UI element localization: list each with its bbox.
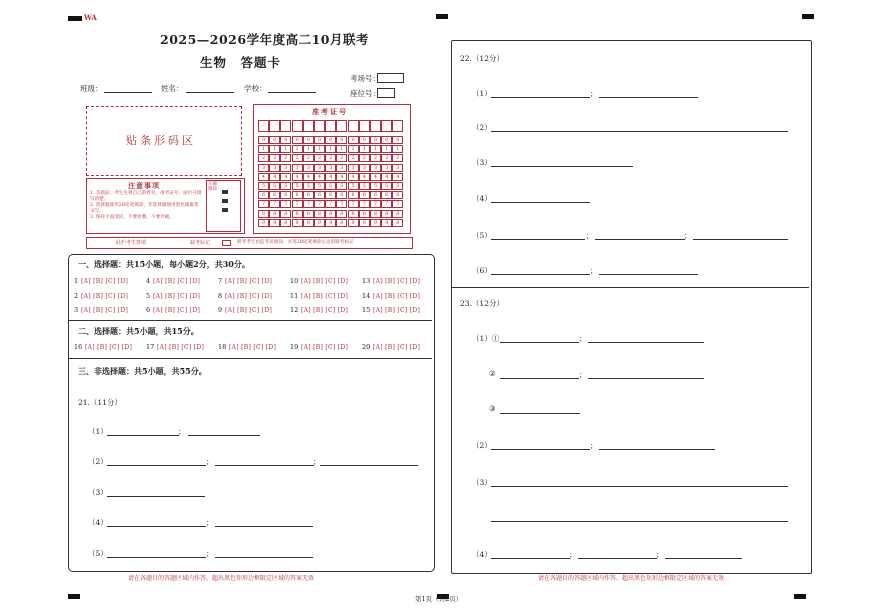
admission-digit-bubble[interactable]: 1 [370, 145, 381, 153]
q22-part5-blank-c[interactable] [693, 239, 788, 240]
q22-part4-blank[interactable] [491, 202, 590, 203]
admission-digit-bubble[interactable]: 6 [381, 191, 392, 199]
q23-part3-blank-a[interactable] [491, 486, 788, 487]
q22-part5-label: （5） [472, 231, 492, 240]
admission-digit-bubble[interactable]: 3 [325, 164, 336, 172]
admission-digit-bubble[interactable]: 9 [258, 219, 269, 227]
fill-example-label: 正确填涂 [208, 182, 217, 192]
admission-digit-bubble[interactable]: 8 [348, 210, 359, 218]
q22-part1-blank-b[interactable] [599, 97, 698, 98]
admission-digit-bubble[interactable]: 7 [314, 200, 325, 208]
notice-line-3: 3. 保持卡面清洁，不要折叠、不要弄破。 [90, 215, 174, 220]
admission-digit-bubble[interactable]: 2 [314, 154, 325, 162]
admission-digit-bubble[interactable]: 9 [381, 219, 392, 227]
choice-options[interactable]: [A] [B] [C] [D] [373, 343, 421, 351]
choice-options[interactable]: [A] [B] [C] [D] [153, 277, 201, 285]
admission-digit-bubble[interactable]: 7 [348, 200, 359, 208]
admission-digit-bubble[interactable]: 4 [314, 173, 325, 181]
admission-digit-bubble[interactable]: 6 [314, 191, 325, 199]
admission-input-cell[interactable] [280, 120, 291, 132]
name-label: 姓名： [161, 84, 184, 93]
admission-digit-grid [258, 120, 406, 230]
q21-part5-blank-a[interactable] [107, 557, 206, 558]
page-title: 2025—2026学年度高二10月联考 [160, 32, 369, 47]
q23-title: 23.（12分） [460, 299, 504, 308]
admission-digit-bubble[interactable]: 0 [258, 136, 269, 144]
corner-mark-br [794, 594, 806, 599]
right-answer-panel [451, 40, 812, 574]
forbidden-label: 此栏考生禁填 [116, 240, 147, 246]
exam-room-box[interactable] [377, 73, 404, 83]
admission-digit-bubble[interactable]: 4 [258, 173, 269, 181]
choice-options[interactable]: [A] [B] [C] [D] [373, 292, 421, 300]
admission-digit-bubble[interactable]: 9 [314, 219, 325, 227]
seat-box[interactable] [377, 88, 395, 98]
section3-title: 三、非选择题：共5小题，共55分。 [78, 366, 207, 376]
q23-part4-blank-a[interactable] [491, 558, 570, 559]
choice-options[interactable]: [A] [B] [C] [D] [301, 343, 349, 351]
class-label: 班级： [80, 84, 103, 93]
admission-digit-bubble[interactable]: 1 [348, 145, 359, 153]
choice-number: 7 [218, 277, 223, 285]
admission-digit-bubble[interactable]: 4 [348, 173, 359, 181]
choice-options[interactable]: [A] [B] [C] [D] [81, 306, 129, 314]
admission-digit-bubble[interactable]: 3 [292, 164, 303, 172]
admission-digit-bubble[interactable]: 9 [336, 219, 347, 227]
choice-options[interactable]: [A] [B] [C] [D] [373, 277, 421, 285]
admission-input-cell[interactable] [359, 120, 370, 132]
admission-digit-bubble[interactable]: 1 [359, 145, 370, 153]
q23-part3-blank-b[interactable] [491, 521, 788, 522]
choice-options[interactable]: [A] [B] [C] [D] [81, 277, 129, 285]
admission-digit-bubble[interactable]: 5 [370, 182, 381, 190]
q21-part3-blank[interactable] [107, 496, 205, 497]
divider-sec1 [69, 320, 432, 321]
choice-options[interactable]: [A] [B] [C] [D] [373, 306, 421, 314]
admission-digit-bubble[interactable]: 1 [303, 145, 314, 153]
q23-part1b-blank-a[interactable] [500, 378, 579, 379]
q21-part2-blank-c[interactable] [320, 465, 418, 466]
admission-input-cell[interactable] [303, 120, 314, 132]
admission-digit-bubble[interactable]: 3 [269, 164, 280, 172]
admission-digit-bubble[interactable]: 7 [392, 200, 403, 208]
choice-options[interactable]: [A] [B] [C] [D] [81, 292, 129, 300]
page-subtitle: 生物 答题卡 [200, 55, 282, 70]
notice-line-2: 2. 选择题使用2B铅笔填涂，非选择题使用黑色碳素笔书写。 [90, 203, 199, 214]
admission-digit-bubble[interactable]: 8 [292, 210, 303, 218]
choice-number: 17 [146, 343, 155, 351]
divider-sec2 [69, 358, 432, 359]
admission-digit-bubble[interactable]: 1 [381, 145, 392, 153]
fill-example-mark [222, 190, 228, 194]
admission-digit-bubble[interactable]: 7 [325, 200, 336, 208]
q23-part1b-semicolon: ； [579, 370, 587, 379]
admission-digit-bubble[interactable]: 2 [381, 154, 392, 162]
q22-part1-label: （1） [472, 89, 492, 98]
section1-title: 一、选择题：共15小题，每小题2分，共30分。 [78, 259, 250, 269]
choice-number: 12 [290, 306, 299, 314]
corner-mark-tc [436, 14, 448, 19]
q23-part2-blank-a[interactable] [491, 449, 590, 450]
admission-digit-bubble[interactable]: 5 [258, 182, 269, 190]
q21-part2-semicolon-1: ； [206, 457, 214, 466]
q21-part3-label: （3） [88, 488, 108, 497]
q21-part2-blank-a[interactable] [107, 465, 206, 466]
admission-digit-bubble[interactable]: 0 [392, 136, 403, 144]
admission-digit-bubble[interactable]: 8 [370, 210, 381, 218]
admission-digit-bubble[interactable]: 5 [348, 182, 359, 190]
choice-options[interactable]: [A] [B] [C] [D] [301, 306, 349, 314]
q21-part5-blank-b[interactable] [215, 557, 313, 558]
choice-options[interactable]: [A] [B] [C] [D] [225, 277, 273, 285]
q21-part4-blank-a[interactable] [107, 526, 206, 527]
barcode-label: 贴条形码区 [126, 134, 196, 147]
admission-digit-bubble[interactable]: 7 [359, 200, 370, 208]
q22-part5-semicolon-2: ； [684, 231, 692, 240]
admission-digit-bubble[interactable]: 5 [269, 182, 280, 190]
q21-part2-label: （2） [88, 457, 108, 466]
admission-input-cell[interactable] [381, 120, 392, 132]
admission-digit-bubble[interactable]: 3 [303, 164, 314, 172]
q22-part3-blank[interactable] [491, 166, 633, 167]
logo: WA [84, 13, 97, 22]
q23-part1b-label: ② [489, 369, 496, 378]
admission-digit-bubble[interactable]: 5 [314, 182, 325, 190]
admission-digit-bubble[interactable]: 8 [269, 210, 280, 218]
q21-title: 21.（11分） [78, 398, 122, 407]
admission-digit-bubble[interactable]: 8 [392, 210, 403, 218]
admission-digit-bubble[interactable]: 7 [280, 200, 291, 208]
school-label: 学校： [244, 84, 267, 93]
admission-digit-bubble[interactable]: 2 [303, 154, 314, 162]
q22-part4-label: （4） [472, 194, 492, 203]
admission-digit-bubble[interactable]: 4 [325, 173, 336, 181]
admission-digit-bubble[interactable]: 2 [359, 154, 370, 162]
admission-input-cell[interactable] [348, 120, 359, 132]
admission-digit-bubble[interactable]: 6 [336, 191, 347, 199]
choice-number: 2 [74, 292, 79, 300]
admission-digit-bubble[interactable]: 5 [292, 182, 303, 190]
school-field[interactable] [268, 92, 316, 93]
choice-number: 15 [362, 306, 371, 314]
q21-part2-semicolon-2: ； [313, 457, 321, 466]
q23-part2-blank-b[interactable] [599, 449, 715, 450]
choice-number: 6 [146, 306, 151, 314]
admission-digit-bubble[interactable]: 2 [269, 154, 280, 162]
right-footer-warning: 请在各题目的答题区域内作答，超出黑色矩形边框限定区域的答案无效 [538, 575, 725, 582]
admission-digit-bubble[interactable]: 9 [280, 219, 291, 227]
q22-part2-blank[interactable] [491, 131, 788, 132]
choice-options[interactable]: [A] [B] [C] [D] [229, 343, 277, 351]
admission-digit-bubble[interactable]: 4 [269, 173, 280, 181]
admission-digit-bubble[interactable]: 0 [280, 136, 291, 144]
choice-number: 3 [74, 306, 79, 314]
admission-digit-bubble[interactable]: 8 [359, 210, 370, 218]
admission-digit-bubble[interactable]: 4 [303, 173, 314, 181]
q23-part2-semicolon: ； [590, 441, 598, 450]
admission-digit-bubble[interactable]: 7 [303, 200, 314, 208]
admission-input-cell[interactable] [314, 120, 325, 132]
q22-title: 22.（12分） [460, 54, 504, 63]
choice-options[interactable]: [A] [B] [C] [D] [157, 343, 205, 351]
q23-part4-label: （4） [472, 550, 492, 559]
admission-digit-bubble[interactable]: 8 [381, 210, 392, 218]
admission-digit-bubble[interactable]: 6 [258, 191, 269, 199]
admission-digit-bubble[interactable]: 9 [370, 219, 381, 227]
notice-title: 注意事项 [128, 181, 160, 190]
admission-digit-bubble[interactable]: 0 [269, 136, 280, 144]
q23-part1c-label: ③ [489, 404, 496, 413]
admission-input-cell[interactable] [325, 120, 336, 132]
admission-digit-bubble[interactable]: 5 [280, 182, 291, 190]
admission-label: 准考证号 [312, 107, 348, 116]
admission-digit-bubble[interactable]: 9 [359, 219, 370, 227]
admission-digit-bubble[interactable]: 6 [292, 191, 303, 199]
admission-digit-bubble[interactable]: 6 [280, 191, 291, 199]
exam-room-label: 考场号： [350, 74, 380, 83]
admission-digit-bubble[interactable]: 0 [370, 136, 381, 144]
q22-part6-label: （6） [472, 266, 492, 275]
admission-input-cell[interactable] [336, 120, 347, 132]
admission-digit-bubble[interactable]: 0 [314, 136, 325, 144]
admission-digit-bubble[interactable]: 5 [303, 182, 314, 190]
admission-digit-bubble[interactable]: 5 [392, 182, 403, 190]
choice-number: 5 [146, 292, 151, 300]
admission-digit-bubble[interactable]: 3 [370, 164, 381, 172]
choice-number: 8 [218, 292, 223, 300]
q23-part4-semicolon-2: ； [656, 550, 664, 559]
admission-digit-bubble[interactable]: 7 [292, 200, 303, 208]
fill-example-mark [222, 208, 228, 212]
choice-options[interactable]: [A] [B] [C] [D] [153, 292, 201, 300]
admission-digit-bubble[interactable]: 9 [292, 219, 303, 227]
choice-number: 16 [74, 343, 83, 351]
admission-digit-bubble[interactable]: 1 [336, 145, 347, 153]
q22-part5-blank-b[interactable] [595, 239, 685, 240]
admission-digit-bubble[interactable]: 8 [303, 210, 314, 218]
q23-part2-label: （2） [472, 441, 492, 450]
q21-part1-blank-a[interactable] [107, 435, 179, 436]
section2-title: 二、选择题：共5小题，共15分。 [78, 326, 199, 336]
choice-number: 14 [362, 292, 371, 300]
admission-digit-bubble[interactable]: 8 [280, 210, 291, 218]
q22-part6-blank-b[interactable] [599, 274, 698, 275]
q23-part4-blank-b[interactable] [578, 558, 657, 559]
admission-digit-bubble[interactable]: 0 [325, 136, 336, 144]
name-field[interactable] [186, 92, 234, 93]
admission-digit-bubble[interactable]: 2 [348, 154, 359, 162]
admission-input-cell[interactable] [269, 120, 280, 132]
choice-number: 1 [74, 277, 79, 285]
notice-line-1: 1. 答题前，考生先将自己的姓名、准考证号、座位号填写清楚。 [90, 191, 202, 202]
admission-digit-bubble[interactable]: 1 [325, 145, 336, 153]
choice-number: 19 [290, 343, 299, 351]
q23-part4-blank-c[interactable] [665, 558, 742, 559]
seat-label: 座位号： [350, 89, 380, 98]
admission-digit-bubble[interactable]: 4 [336, 173, 347, 181]
q21-part5-semicolon: ； [206, 549, 214, 558]
q21-part1-semicolon: ； [178, 427, 186, 436]
admission-digit-bubble[interactable]: 0 [292, 136, 303, 144]
choice-options[interactable]: [A] [B] [C] [D] [225, 306, 273, 314]
admission-digit-bubble[interactable]: 6 [392, 191, 403, 199]
admission-digit-bubble[interactable]: 4 [280, 173, 291, 181]
admission-digit-bubble[interactable]: 0 [359, 136, 370, 144]
q23-part4-semicolon-1: ； [569, 550, 577, 559]
admission-digit-bubble[interactable]: 0 [336, 136, 347, 144]
admission-digit-bubble[interactable]: 8 [314, 210, 325, 218]
admission-digit-bubble[interactable]: 3 [258, 164, 269, 172]
admission-digit-bubble[interactable]: 0 [303, 136, 314, 144]
q23-part1-blank-b[interactable] [588, 342, 704, 343]
q22-part1-semicolon: ； [590, 89, 598, 98]
admission-digit-bubble[interactable]: 0 [381, 136, 392, 144]
admission-digit-bubble[interactable]: 4 [359, 173, 370, 181]
admission-digit-bubble[interactable]: 8 [325, 210, 336, 218]
admission-digit-bubble[interactable]: 9 [392, 219, 403, 227]
admission-digit-bubble[interactable]: 1 [392, 145, 403, 153]
admission-digit-bubble[interactable]: 3 [314, 164, 325, 172]
admission-digit-bubble[interactable]: 9 [348, 219, 359, 227]
admission-digit-bubble[interactable]: 3 [348, 164, 359, 172]
admission-digit-bubble[interactable]: 9 [303, 219, 314, 227]
admission-digit-bubble[interactable]: 1 [269, 145, 280, 153]
admission-input-cell[interactable] [370, 120, 381, 132]
q22-part2-label: （2） [472, 123, 492, 132]
admission-digit-bubble[interactable]: 6 [269, 191, 280, 199]
choice-number: 10 [290, 277, 299, 285]
q21-part4-blank-b[interactable] [215, 526, 313, 527]
admission-digit-bubble[interactable]: 1 [280, 145, 291, 153]
choice-number: 9 [218, 306, 223, 314]
admission-digit-bubble[interactable]: 7 [269, 200, 280, 208]
q22-part3-label: （3） [472, 158, 492, 167]
corner-mark-bl [68, 594, 80, 599]
admission-input-cell[interactable] [258, 120, 269, 132]
admission-digit-bubble[interactable]: 4 [292, 173, 303, 181]
admission-digit-bubble[interactable]: 6 [370, 191, 381, 199]
admission-digit-bubble[interactable]: 5 [381, 182, 392, 190]
admission-digit-bubble[interactable]: 4 [370, 173, 381, 181]
q21-part5-label: （5） [88, 549, 108, 558]
admission-digit-bubble[interactable]: 3 [280, 164, 291, 172]
q22-part6-semicolon: ； [590, 266, 598, 275]
admission-input-cell[interactable] [392, 120, 403, 132]
admission-digit-bubble[interactable]: 3 [336, 164, 347, 172]
admission-digit-bubble[interactable]: 9 [269, 219, 280, 227]
choice-number: 4 [146, 277, 151, 285]
admission-digit-bubble[interactable]: 7 [370, 200, 381, 208]
q23-part1b-blank-b[interactable] [588, 378, 704, 379]
choice-number: 20 [362, 343, 371, 351]
corner-mark-tr [802, 14, 814, 19]
q21-part1-blank-b[interactable] [188, 435, 260, 436]
admission-digit-bubble[interactable]: 6 [348, 191, 359, 199]
class-field[interactable] [104, 92, 152, 93]
q22-part5-blank-a[interactable] [491, 239, 585, 240]
admission-digit-bubble[interactable]: 5 [336, 182, 347, 190]
admission-digit-bubble[interactable]: 4 [381, 173, 392, 181]
admission-digit-bubble[interactable]: 3 [392, 164, 403, 172]
admission-digit-bubble[interactable]: 1 [314, 145, 325, 153]
admission-digit-bubble[interactable]: 2 [370, 154, 381, 162]
q21-part2-blank-b[interactable] [215, 465, 314, 466]
choice-options[interactable]: [A] [B] [C] [D] [301, 292, 349, 300]
choice-number: 18 [218, 343, 227, 351]
q23-part1-semicolon: ； [579, 334, 587, 343]
admission-digit-bubble[interactable]: 6 [359, 191, 370, 199]
admission-digit-bubble[interactable]: 5 [325, 182, 336, 190]
choice-options[interactable]: [A] [B] [C] [D] [225, 292, 273, 300]
q23-part1-blank-a[interactable] [500, 342, 579, 343]
admission-digit-bubble[interactable]: 8 [258, 210, 269, 218]
admission-digit-bubble[interactable]: 1 [292, 145, 303, 153]
page-number: 第1页（共2页） [415, 595, 463, 603]
section1-choices [72, 274, 432, 318]
choice-number: 11 [290, 292, 299, 300]
admission-digit-bubble[interactable]: 9 [325, 219, 336, 227]
fill-example-mark [222, 199, 228, 203]
admission-digit-bubble[interactable]: 2 [392, 154, 403, 162]
admission-digit-bubble[interactable]: 2 [336, 154, 347, 162]
missing-label: 缺考标记 [190, 240, 211, 246]
admission-digit-bubble[interactable]: 6 [303, 191, 314, 199]
admission-digit-bubble[interactable]: 1 [258, 145, 269, 153]
choice-number: 13 [362, 277, 371, 285]
admission-digit-bubble[interactable]: 5 [359, 182, 370, 190]
choice-options[interactable]: [A] [B] [C] [D] [301, 277, 349, 285]
q23-part1c-blank[interactable] [500, 413, 580, 414]
admission-digit-bubble[interactable]: 4 [392, 173, 403, 181]
admission-digit-bubble[interactable]: 8 [336, 210, 347, 218]
admission-digit-bubble[interactable]: 3 [381, 164, 392, 172]
q22-part1-blank-a[interactable] [491, 97, 590, 98]
q21-part4-semicolon: ； [206, 518, 214, 527]
admission-input-cell[interactable] [292, 120, 303, 132]
corner-mark-tl [68, 16, 82, 21]
admission-digit-bubble[interactable]: 3 [359, 164, 370, 172]
admission-digit-bubble[interactable]: 2 [258, 154, 269, 162]
admission-digit-bubble[interactable]: 2 [280, 154, 291, 162]
admission-digit-bubble[interactable]: 2 [292, 154, 303, 162]
choice-options[interactable]: [A] [B] [C] [D] [153, 306, 201, 314]
left-footer-warning: 请在各题目的答题区域内作答，超出黑色矩形边框限定区域的答案无效 [128, 575, 315, 582]
q23-part1-label: （1）① [472, 334, 500, 343]
q22-part6-blank-a[interactable] [491, 274, 590, 275]
missing-note: 缺考考生由监考员填涂，并用2B铅笔填涂左边的缺考标记 [237, 240, 354, 245]
admission-digit-bubble[interactable]: 0 [348, 136, 359, 144]
q21-part4-label: （4） [88, 518, 108, 527]
section2-choices [72, 342, 432, 356]
admission-digit-bubble[interactable]: 6 [325, 191, 336, 199]
admission-digit-bubble[interactable]: 7 [258, 200, 269, 208]
missing-mark-box[interactable] [222, 240, 231, 246]
admission-digit-bubble[interactable]: 7 [336, 200, 347, 208]
q21-part1-label: （1） [88, 427, 108, 436]
admission-digit-bubble[interactable]: 2 [325, 154, 336, 162]
choice-options[interactable]: [A] [B] [C] [D] [85, 343, 133, 351]
divider-q22-q23 [452, 287, 809, 288]
q23-part3-label: （3） [472, 478, 492, 487]
admission-digit-bubble[interactable]: 7 [381, 200, 392, 208]
q22-part5-semicolon-1: ； [586, 231, 594, 240]
